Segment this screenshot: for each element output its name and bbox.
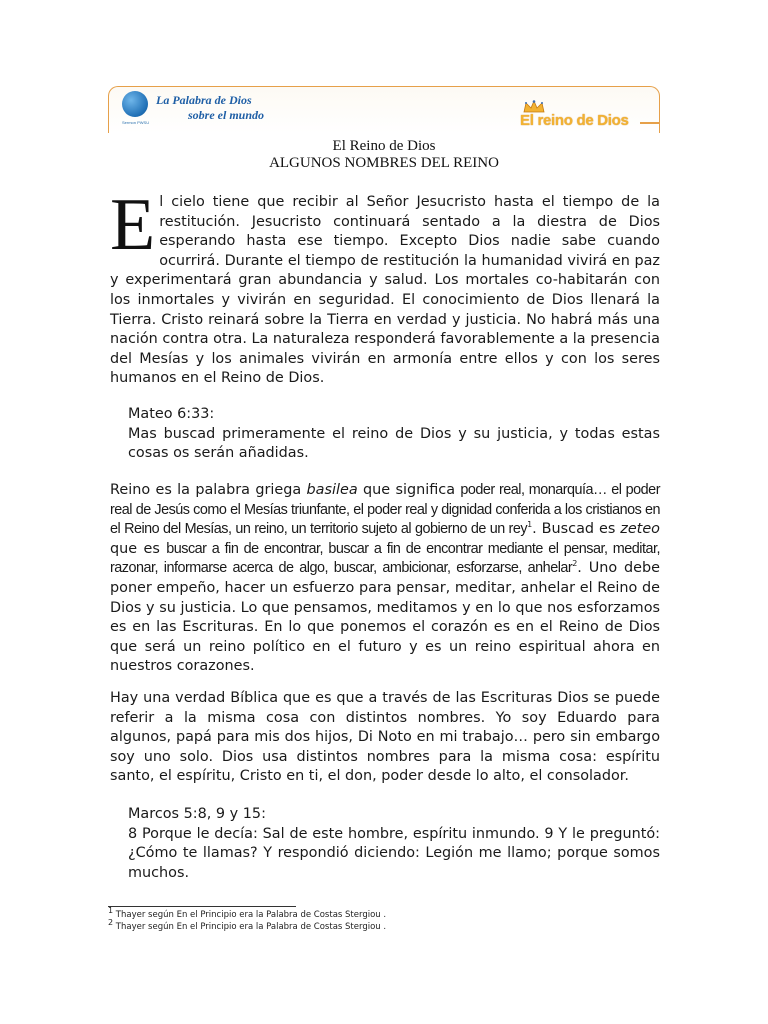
quote-1-reference: Mateo 6:33:	[128, 406, 215, 422]
p2-part5: . Uno debe poner empeño, hacer un esfuerzo para pensar, meditar, anhelar el Reino de Dios y su justicia. Lo que pensamos, meditamos y en lo que nos esforzamos es en las Escrituras. En lo que ponemos el corazón es en el Reino de Dios que será un reino político en el futuro y es un reino espiritual ahora en nuestros corazones.	[110, 560, 660, 675]
footnote-2-number: 2	[108, 918, 114, 928]
footnote-ref-2[interactable]: 2	[572, 559, 578, 569]
logo-dash	[640, 122, 660, 124]
p2-part4: que es	[110, 540, 167, 557]
quote-marcos	[128, 805, 660, 883]
paragraph-1	[110, 184, 660, 389]
definition-basilea: poder real, monarquía… el poder real de Jesús como el Mesías triunfante, el poder real y dignidad conferida a los cristianos en el Reino del Mesías, un reino, un territorio sujeto al gobierno de un rey	[110, 482, 660, 538]
quote-2-text: 8 Porque le decía: Sal de este hombre, espíritu inmundo. 9 Y le preguntó: ¿Cómo te llamas? Y respondió diciendo: Legión me llamo; porque somos muchos.	[128, 825, 660, 881]
footnote-2	[108, 918, 387, 932]
footnote-1-number: 1	[108, 906, 114, 916]
quote-mateo	[128, 405, 660, 464]
globe-subtitle: Sermon PWSU	[122, 120, 150, 125]
reino-de-dios-logo: El reino de Dios	[520, 112, 629, 129]
document-title: El Reino de Dios	[332, 138, 436, 154]
footnote-ref-1[interactable]: 1	[527, 520, 533, 530]
footnote-divider	[108, 906, 296, 907]
word-zeteo: zeteo	[620, 521, 660, 538]
brand-line-2: sobre el mundo	[188, 108, 265, 122]
p2-part3: . Buscad es	[532, 521, 621, 538]
quote-2-reference: Marcos 5:8, 9 y 15:	[128, 806, 266, 822]
brand-line-1: La Palabra de Dios	[156, 93, 252, 107]
quote-1-text: Mas buscad primeramente el reino de Dios y su justicia, y todas estas cosas os serán añadidas.	[128, 425, 660, 462]
paragraph-1-text: l cielo tiene que recibir al Señor Jesucristo hasta el tiempo de la restitución. Jesucristo continuará sentado a la diestra de Dios esperando hasta ese tiempo. Excepto Dios nadie sabe cuando ocurrirá. Durante el tiempo de restitución la humanidad vivirá en paz y experimentará gran abundancia y salud. Los mortales co-habitarán con los inmortales y vivirán en seguridad. El conocimiento de Dios llenará la Tierra. Cristo reinará sobre la Tierra en verdad y justicia. No habrá más una nación contra otra. La naturaleza responderá favorablemente a la presencia del Mesías y los animales vivirán en armonía entre ellos y con los seres humanos en el Reino de Dios.	[110, 194, 660, 387]
footnote-1	[108, 906, 387, 920]
paragraph-3-text: Hay una verdad Bíblica que es que a través de las Escrituras Dios se puede referir a la misma cosa con distintos nombres. Yo soy Eduardo para algunos, papá para mis dos hijos, Di Noto en mi trabajo… pero sin embargo soy uno solo. Dios usa distintos nombres para la misma cosa: espíritu santo, el espíritu, Cristo en ti, el don, poder desde lo alto, el consolador.	[110, 690, 660, 785]
paragraph-3	[110, 689, 660, 787]
drop-cap: E	[110, 184, 156, 266]
definition-zeteo: buscar a fin de encontrar, buscar a fin de encontrar mediante el pensar, meditar, razonar, informarse acerca de algo, buscar, ambicionar, esforzarse, anhelar	[110, 540, 660, 577]
p2-part2: que significa	[357, 482, 461, 498]
globe-logo-icon	[122, 91, 148, 117]
footnote-1-text: Thayer según En el Principio era la Palabra de Costas Stergiou .	[113, 910, 387, 920]
paragraph-2	[110, 481, 660, 677]
word-basilea: basilea	[306, 482, 358, 498]
header-banner	[108, 86, 660, 134]
p2-part1: Reino es la palabra griega	[110, 482, 307, 498]
document-subtitle: ALGUNOS NOMBRES DEL REINO	[269, 155, 499, 171]
footnote-2-text: Thayer según En el Principio era la Palabra de Costas Stergiou .	[113, 922, 387, 932]
